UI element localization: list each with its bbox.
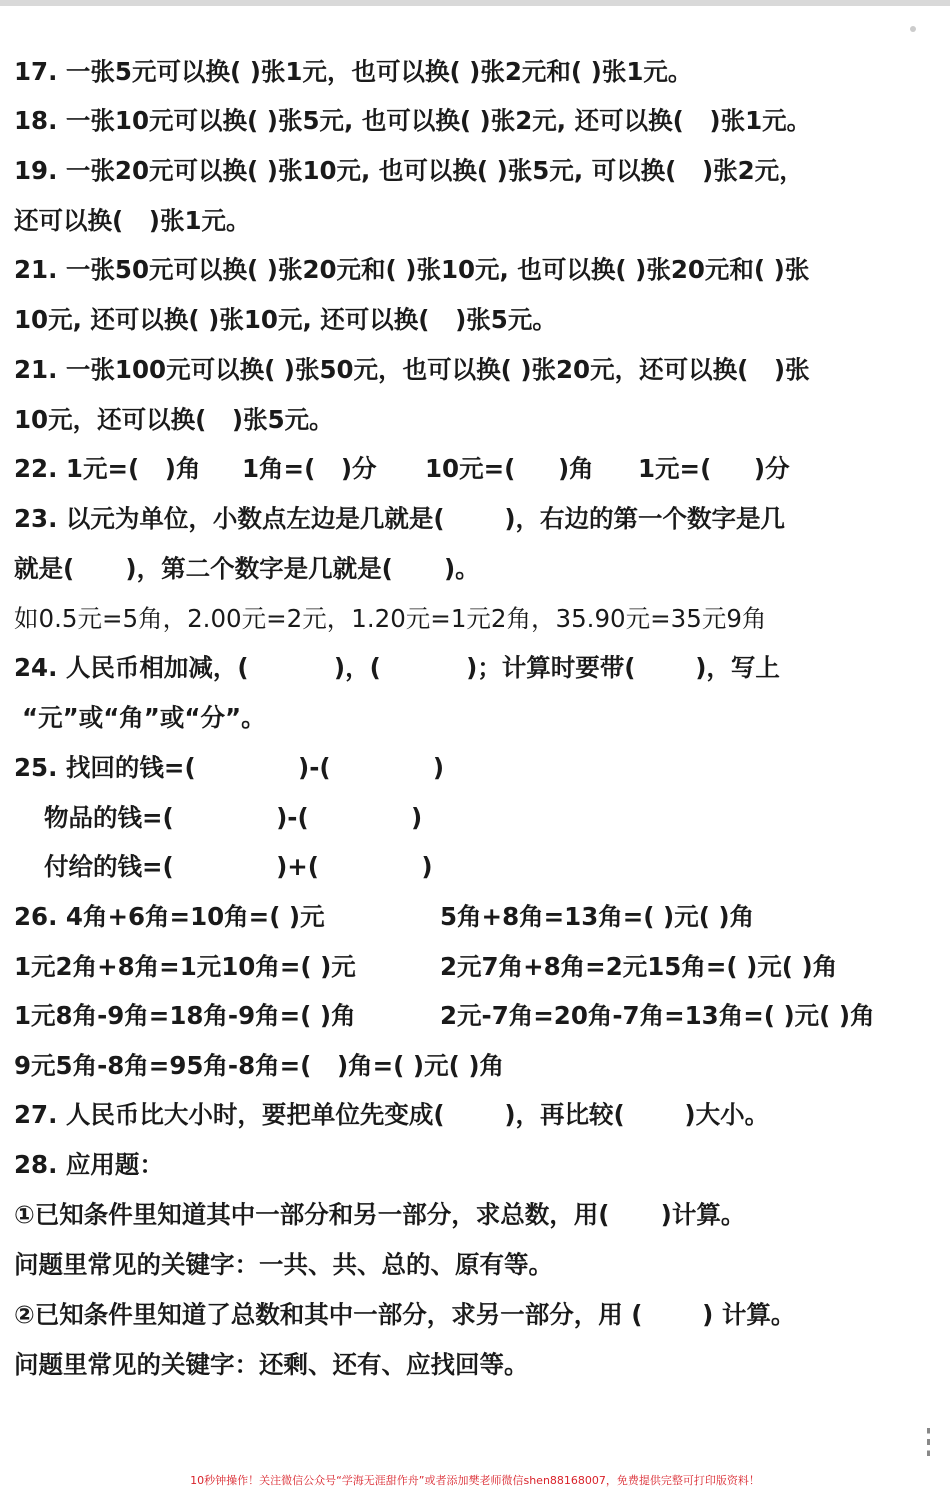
question-21-line2: 10元, 还可以换( )张10元, 还可以换( )张5元。: [14, 305, 557, 334]
q26-r2-right: 2元7角+8角=2元15角=( )元( )角: [440, 952, 838, 981]
q22-part-b: 1角=( )分: [242, 454, 377, 483]
question-27: 27. 人民币比大小时，要把单位先变成( )，再比较( )大小。: [14, 1100, 770, 1129]
q22-part-d: 1元=( )分: [638, 454, 790, 483]
scan-mark: [927, 1428, 930, 1456]
question-28-item1-keywords: 问题里常见的关键字：一共、共、总的、原有等。: [14, 1250, 553, 1279]
q26-r1-left: 26. 4角+6角=10角=( )元: [14, 902, 325, 931]
question-23-example: 如0.5元=5角，2.00元=2元，1.20元=1元2角，35.90元=35元9角: [14, 604, 767, 633]
scan-dot: [910, 26, 916, 32]
question-28-item2-keywords: 问题里常见的关键字：还剩、还有、应找回等。: [14, 1350, 529, 1379]
q26-r3-right: 2元-7角=20角-7角=13角=( )元( )角: [440, 1001, 875, 1030]
question-18: 18. 一张10元可以换( )张5元, 也可以换( )张2元, 还可以换( )张1元。: [14, 106, 812, 135]
question-22: [0, 444, 950, 494]
scan-top-edge: [0, 0, 950, 6]
question-17: 17. 一张5元可以换( )张1元，也可以换( )张2元和( )张1元。: [14, 57, 693, 86]
question-25-line2: 物品的钱=( )-( ): [44, 803, 423, 832]
q26-r3-left: 1元8角-9角=18角-9角=( )角: [14, 1001, 356, 1030]
question-28-item2: ②已知条件里知道了总数和其中一部分，求另一部分，用 ( ) 计算。: [14, 1300, 796, 1329]
q22-part-c: 10元=( )角: [425, 454, 594, 483]
question-21b-line2: 10元，还可以换( )张5元。: [14, 405, 334, 434]
question-26-row1: [0, 892, 950, 942]
question-21b-line1: 21. 一张100元可以换( )张50元，也可以换( )张20元，还可以换( )张: [14, 355, 810, 384]
question-25-line1: 25. 找回的钱=( )-( ): [14, 753, 445, 782]
question-26-row2: [0, 942, 950, 992]
question-24-line2: “元”或“角”或“分”。: [22, 703, 266, 732]
question-19-line2: 还可以换( )张1元。: [14, 206, 251, 235]
question-28-item1: ①已知条件里知道其中一部分和另一部分，求总数，用( )计算。: [14, 1200, 746, 1229]
question-23-line1: 23. 以元为单位，小数点左边是几就是( )，右边的第一个数字是几: [14, 504, 786, 533]
footer-notice: 10秒钟操作！关注微信公众号“学海无涯甜作舟”或者添加樊老师微信shen88168007，免费提供完整可打印版资料！: [190, 1474, 760, 1487]
q26-r1-right: 5角+8角=13角=( )元( )角: [440, 902, 755, 931]
question-24-line1: 24. 人民币相加减，( )，( )；计算时要带( )，写上: [14, 653, 780, 682]
q22-part-a: 22. 1元=( )角: [14, 454, 201, 483]
q26-r4: 9元5角-8角=95角-8角=( )角=( )元( )角: [14, 1051, 505, 1080]
question-28-title: 28. 应用题：: [14, 1150, 164, 1179]
q26-r2-left: 1元2角+8角=1元10角=( )元: [14, 952, 356, 981]
question-21-line1: 21. 一张50元可以换( )张20元和( )张10元, 也可以换( )张20元和( )张: [14, 255, 810, 284]
question-25-line3: 付给的钱=( )+( ): [44, 852, 433, 881]
question-23-line2: 就是( )，第二个数字是几就是( )。: [14, 554, 480, 583]
question-19-line1: 19. 一张20元可以换( )张10元, 也可以换( )张5元, 可以换( )张2元，: [14, 156, 804, 185]
question-26-row3: [0, 991, 950, 1041]
